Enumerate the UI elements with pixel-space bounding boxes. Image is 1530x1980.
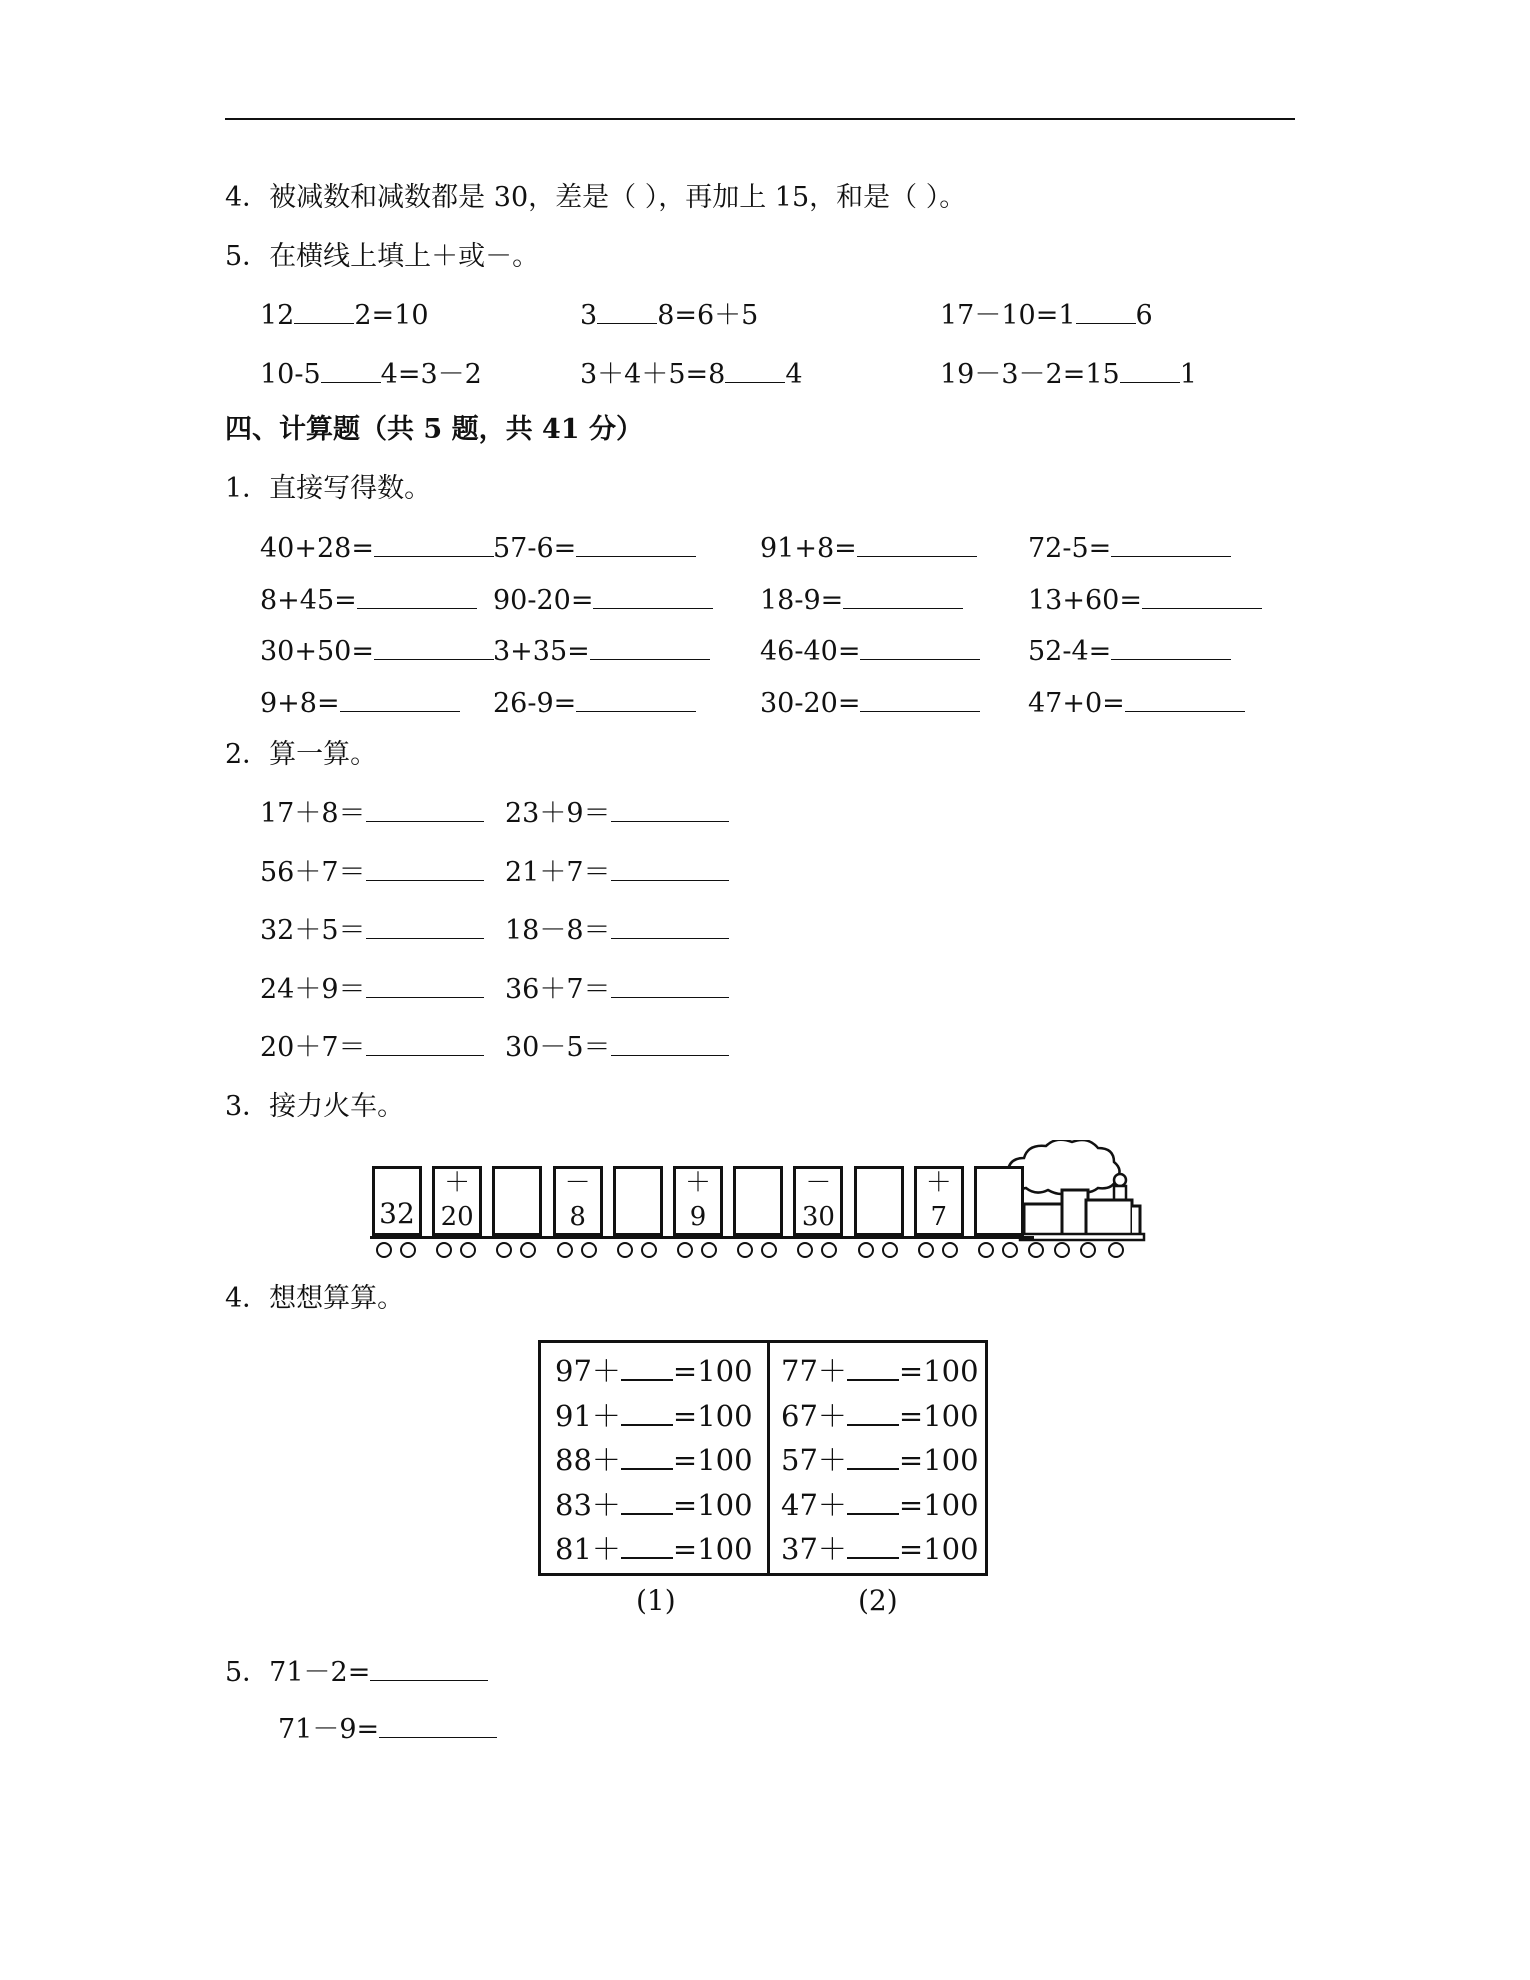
calc-item — [505, 1029, 729, 1065]
wheel-icon — [677, 1242, 693, 1258]
car-base — [430, 1236, 492, 1239]
answer-blank[interactable] — [576, 530, 696, 557]
answer-blank[interactable] — [847, 1533, 899, 1559]
car-number: 9 — [689, 1202, 707, 1232]
answer-blank[interactable] — [357, 582, 477, 609]
table-row — [781, 1394, 1001, 1439]
car-number: 20 — [440, 1202, 474, 1232]
table-row — [555, 1394, 775, 1439]
expression: 21＋7＝ — [505, 856, 611, 888]
addend: 81＋ — [555, 1532, 621, 1566]
direct-calc-item — [260, 530, 494, 566]
wheel-icon — [557, 1242, 573, 1258]
wheel-icon — [1054, 1242, 1070, 1258]
answer-blank[interactable] — [621, 1400, 673, 1426]
answer-blank[interactable] — [1125, 685, 1245, 712]
addend: 37＋ — [781, 1532, 847, 1566]
train-car[interactable] — [733, 1166, 783, 1236]
answer-blank[interactable] — [611, 854, 729, 881]
car-operator: ＋ — [925, 1168, 952, 1198]
answer-blank[interactable] — [366, 971, 484, 998]
expression: 30－5＝ — [505, 1032, 611, 1063]
answer-blank[interactable] — [847, 1355, 899, 1381]
calc-item — [260, 912, 484, 948]
addend: 91＋ — [555, 1398, 621, 1433]
answer-blank[interactable] — [611, 912, 729, 939]
table-row — [555, 1483, 775, 1528]
expression: 3+35= — [493, 636, 590, 667]
expression: 20＋7＝ — [260, 1032, 366, 1063]
train-car — [793, 1166, 843, 1236]
expression: 18－8＝ — [505, 915, 611, 946]
answer-blank[interactable] — [1111, 633, 1231, 660]
train-car — [553, 1166, 603, 1236]
answer-blank[interactable] — [1120, 356, 1180, 383]
addend: 88＋ — [555, 1443, 621, 1477]
direct-calc-item — [760, 582, 963, 618]
car-base — [490, 1236, 552, 1239]
direct-calc-item — [1028, 685, 1245, 721]
train-car[interactable] — [492, 1166, 542, 1236]
expression: 17＋8＝ — [260, 798, 366, 829]
fill-item: 3＋4＋5=8 4 — [580, 356, 803, 392]
calc-question-2: 2．算一算。 — [225, 739, 378, 770]
calc-item — [260, 854, 484, 890]
expression: 46-40= — [760, 636, 861, 667]
table-row — [781, 1527, 1001, 1572]
think-calc-table — [538, 1340, 988, 1576]
table-row — [555, 1438, 775, 1483]
answer-blank[interactable] — [860, 633, 980, 660]
fill-item: 19－3－2=15 1 — [940, 356, 1197, 392]
answer-blank[interactable] — [1142, 582, 1262, 609]
train-car — [432, 1166, 482, 1236]
answer-blank[interactable] — [1076, 297, 1136, 324]
expression: 32＋5＝ — [260, 915, 366, 946]
train-car[interactable] — [974, 1166, 1024, 1236]
calc-question-4: 4．想想算算。 — [225, 1283, 405, 1314]
relay-train — [368, 1140, 1150, 1260]
wheel-icon — [701, 1242, 717, 1258]
answer-blank[interactable] — [374, 633, 494, 660]
expression: 30+50= — [260, 636, 374, 667]
wheel-icon — [1028, 1242, 1044, 1258]
expression: 23＋9＝ — [505, 798, 611, 829]
header-rule — [225, 118, 1295, 120]
addend: 97＋ — [555, 1354, 621, 1388]
expression: 36＋7＝ — [505, 973, 611, 1005]
car-base — [731, 1236, 793, 1239]
direct-calc-item — [493, 582, 713, 618]
wheel-icon — [882, 1242, 898, 1258]
calc-question-5-line-1: 5．71－2= — [225, 1654, 488, 1690]
fill-item: 17－10=1 6 — [940, 297, 1153, 333]
car-operator: － — [805, 1168, 832, 1198]
direct-calc-item — [1028, 530, 1231, 566]
answer-blank[interactable] — [843, 582, 963, 609]
direct-calc-item — [260, 685, 460, 721]
expression: 91+8= — [760, 533, 857, 564]
calc-question-1: 1．直接写得数。 — [225, 473, 432, 504]
answer-blank[interactable] — [621, 1355, 673, 1381]
answer-blank[interactable] — [847, 1444, 899, 1470]
calc-question-3: 3．接力火车。 — [225, 1091, 405, 1122]
expression: 9+8= — [260, 687, 340, 719]
expression: 72-5= — [1028, 533, 1112, 564]
sum: =100 — [898, 1487, 979, 1522]
sum: =100 — [672, 1532, 753, 1566]
wheel-icon — [581, 1242, 597, 1258]
answer-blank[interactable] — [593, 582, 713, 609]
direct-calc-item — [260, 582, 477, 618]
wheel-icon — [1002, 1242, 1018, 1258]
direct-calc-item — [760, 633, 980, 669]
calc-item — [260, 971, 484, 1007]
train-car — [673, 1166, 723, 1236]
train-car[interactable] — [613, 1166, 663, 1236]
car-base — [852, 1236, 914, 1239]
wheel-icon — [942, 1242, 958, 1258]
answer-blank[interactable] — [370, 1654, 488, 1681]
expression: 47+0= — [1028, 687, 1125, 719]
table-label-1: (1) — [636, 1584, 676, 1617]
expression: 52-4= — [1028, 636, 1112, 667]
sum: =100 — [672, 1487, 753, 1522]
answer-blank[interactable] — [590, 633, 710, 660]
expression: 57-6= — [493, 533, 577, 564]
addend: 57＋ — [781, 1443, 847, 1477]
expression: 90-20= — [493, 584, 594, 616]
car-base — [370, 1236, 432, 1239]
table-row — [555, 1349, 775, 1394]
wheel-icon — [1108, 1242, 1124, 1258]
sum: =100 — [672, 1354, 753, 1388]
answer-blank[interactable] — [597, 297, 657, 324]
question-4: 4．被减数和减数都是 30，差是（ ），再加上 15，和是（ ）。 — [225, 182, 967, 213]
calc-item — [505, 971, 729, 1007]
answer-blank[interactable] — [366, 1029, 484, 1056]
sum: =100 — [898, 1398, 979, 1433]
car-base — [551, 1236, 613, 1239]
answer-blank[interactable] — [611, 971, 729, 998]
expression: 18-9= — [760, 584, 844, 616]
sum: =100 — [898, 1354, 979, 1388]
addend: 77＋ — [781, 1354, 847, 1388]
wheel-icon — [1080, 1242, 1096, 1258]
car-operator: ＋ — [444, 1168, 471, 1198]
wheel-icon — [978, 1242, 994, 1258]
answer-blank[interactable] — [374, 530, 494, 557]
car-base — [912, 1236, 974, 1239]
answer-blank[interactable] — [366, 795, 484, 822]
answer-blank[interactable] — [611, 795, 729, 822]
sum: =100 — [898, 1443, 979, 1477]
calc-question-5-line-2: 71－9= — [278, 1711, 497, 1747]
wheel-icon — [400, 1242, 416, 1258]
addend: 67＋ — [781, 1398, 847, 1433]
table-label-2: (2) — [858, 1584, 898, 1617]
answer-blank[interactable] — [621, 1533, 673, 1559]
addend: 83＋ — [555, 1487, 621, 1522]
car-operator: － — [564, 1168, 591, 1198]
calc-item — [260, 795, 484, 831]
wheel-icon — [918, 1242, 934, 1258]
answer-blank[interactable] — [725, 356, 785, 383]
calc-item — [505, 854, 729, 890]
calc-item — [505, 795, 729, 831]
car-base — [791, 1236, 853, 1239]
train-car — [914, 1166, 964, 1236]
direct-calc-item — [493, 685, 696, 721]
answer-blank[interactable] — [366, 854, 484, 881]
expression: 30-20= — [760, 687, 861, 719]
direct-calc-item — [1028, 633, 1231, 669]
answer-blank[interactable] — [379, 1711, 497, 1738]
car-number: 32 — [379, 1197, 415, 1230]
question-5: 5．在横线上填上＋或－。 — [225, 241, 540, 272]
wheel-icon — [617, 1242, 633, 1258]
direct-calc-item — [760, 685, 980, 721]
expression: 26-9= — [493, 687, 577, 719]
wheel-icon — [641, 1242, 657, 1258]
calc-item — [260, 1029, 484, 1065]
expression: 56＋7＝ — [260, 856, 366, 888]
direct-calc-item — [1028, 582, 1262, 618]
table-row — [555, 1527, 775, 1572]
sum: =100 — [672, 1443, 753, 1477]
calc-item — [505, 912, 729, 948]
answer-blank[interactable] — [611, 1029, 729, 1056]
direct-calc-item — [493, 530, 696, 566]
train-car — [372, 1166, 422, 1236]
section-heading: 四、计算题（共 5 题，共 41 分） — [225, 414, 643, 445]
car-base — [611, 1236, 673, 1239]
car-number: 7 — [930, 1202, 948, 1232]
answer-blank[interactable] — [576, 685, 696, 712]
answer-blank[interactable] — [857, 530, 977, 557]
answer-blank[interactable] — [847, 1489, 899, 1515]
table-row — [781, 1349, 1001, 1394]
answer-blank[interactable] — [321, 356, 381, 383]
fill-item: 3 8=6＋5 — [580, 297, 758, 333]
answer-blank[interactable] — [366, 912, 484, 939]
car-base — [972, 1236, 1034, 1239]
expression: 24＋9＝ — [260, 973, 366, 1005]
fill-item: 12 2=10 — [260, 297, 429, 333]
answer-blank[interactable] — [621, 1489, 673, 1515]
expression: 8+45= — [260, 584, 357, 616]
fill-item: 10-5 4=3－2 — [260, 356, 482, 392]
table-row — [781, 1483, 1001, 1528]
car-base — [671, 1236, 733, 1239]
addend: 47＋ — [781, 1487, 847, 1522]
direct-calc-item — [493, 633, 710, 669]
answer-blank[interactable] — [294, 297, 354, 324]
sum: =100 — [898, 1532, 979, 1566]
direct-calc-item — [760, 530, 977, 566]
wheel-icon — [376, 1242, 392, 1258]
answer-blank[interactable] — [847, 1400, 899, 1426]
table-row — [781, 1438, 1001, 1483]
wheel-icon — [858, 1242, 874, 1258]
train-car[interactable] — [854, 1166, 904, 1236]
sum: =100 — [672, 1398, 753, 1433]
car-operator: ＋ — [684, 1168, 711, 1198]
answer-blank[interactable] — [860, 685, 980, 712]
answer-blank[interactable] — [1111, 530, 1231, 557]
car-number: 8 — [569, 1202, 586, 1232]
table-column-1 — [555, 1349, 775, 1572]
answer-blank[interactable] — [340, 685, 460, 712]
car-number: 30 — [801, 1202, 835, 1232]
direct-calc-item — [260, 633, 494, 669]
expression: 40+28= — [260, 533, 374, 564]
answer-blank[interactable] — [621, 1444, 673, 1470]
expression: 13+60= — [1028, 584, 1142, 616]
table-column-2 — [781, 1349, 1001, 1572]
